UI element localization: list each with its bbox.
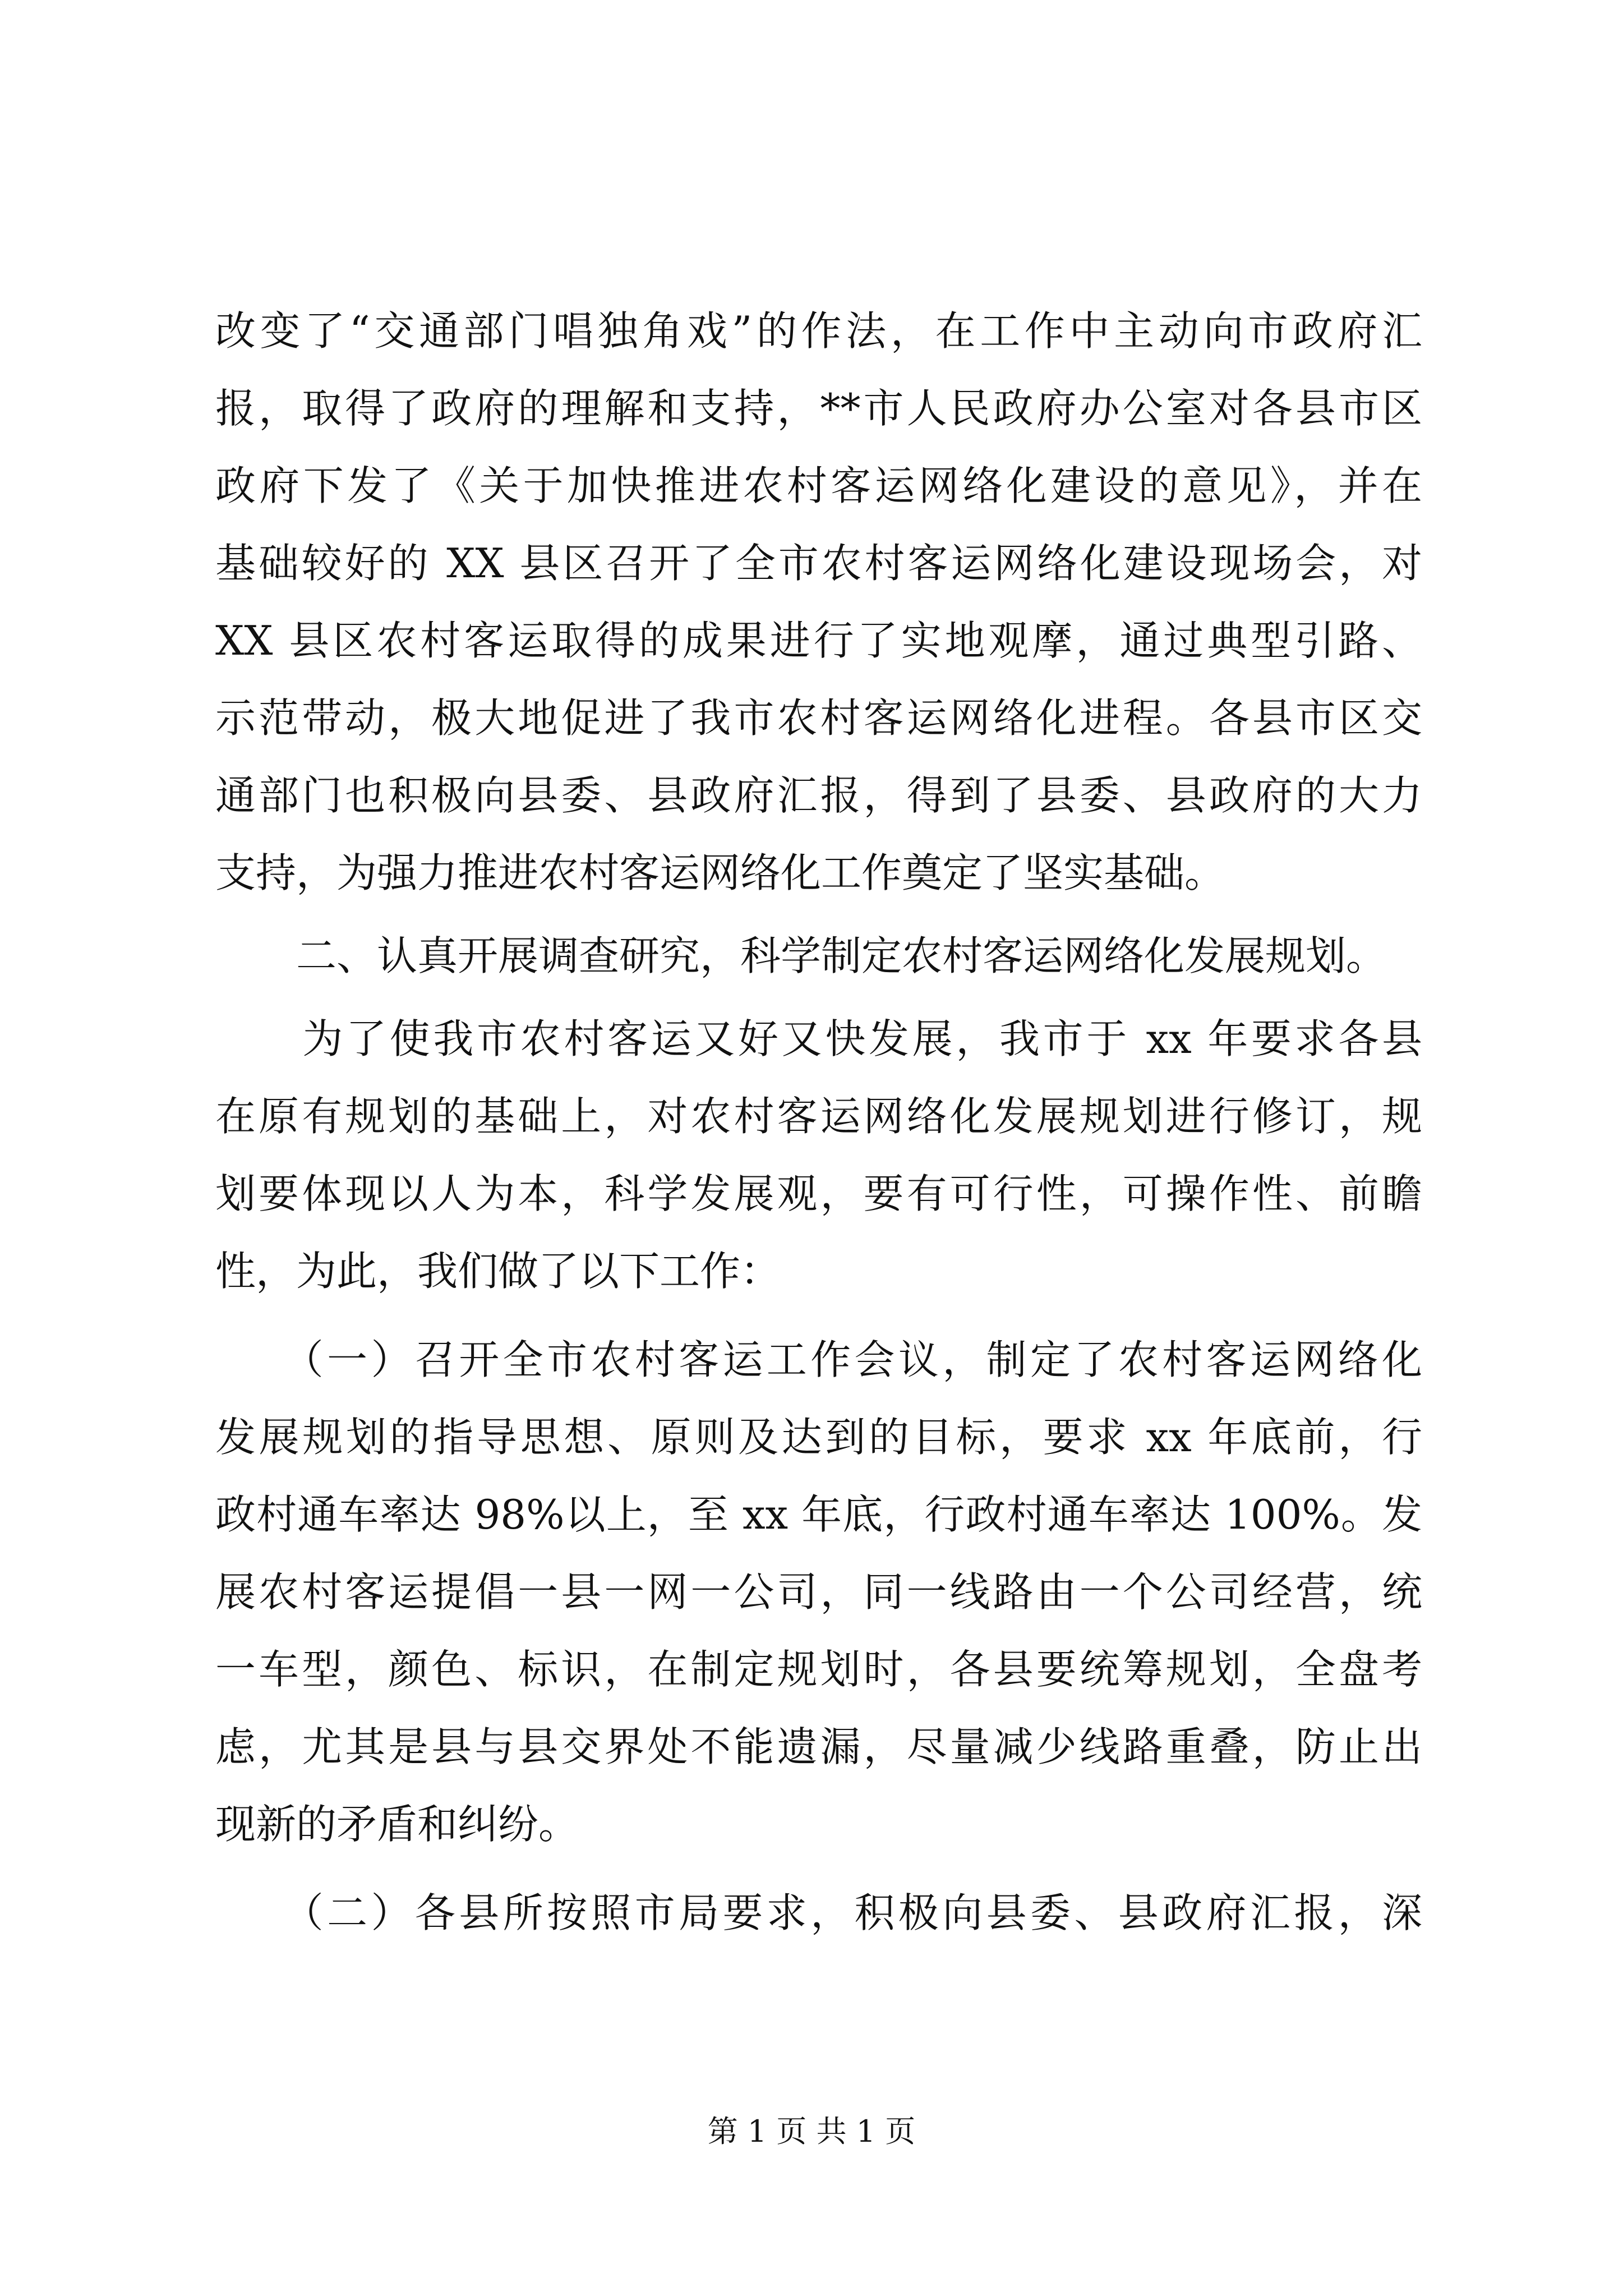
text-line: 划要体现以人为本，科学发展观，要有可行性，可操作性、前瞻: [215, 1170, 1422, 1217]
section-heading: 二、认真开展调查研究，科学制定农村客运网络化发展规划。: [215, 932, 1387, 979]
text-line: 性，为此，我们做了以下工作：: [215, 1248, 781, 1295]
paragraph-3: [215, 1000, 1422, 1310]
paragraph-1: [215, 292, 1422, 912]
text-line: 示范带动，极大地促进了我市农村客运网络化进程。各县市区交: [215, 694, 1422, 742]
text-line: （一）召开全市农村客运工作会议，制定了农村客运网络化: [215, 1336, 1422, 1383]
text-line: 基础较好的 XX 县区召开了全市农村客运网络化建设现场会，对: [215, 540, 1422, 587]
text-line: 现新的矛盾和纠纷。: [215, 1801, 579, 1848]
text-line: 虑，尤其是县与县交界处不能遗漏，尽量减少线路重叠，防止出: [215, 1723, 1422, 1770]
page-footer: 第 1 页 共 1 页: [707, 2114, 916, 2149]
text-line: 报，取得了政府的理解和支持，**市人民政府办公室对各县市区: [215, 385, 1422, 432]
paragraph-4: [215, 1321, 1422, 1863]
document-body: [215, 292, 1422, 1952]
text-line: 支持，为强力推进农村客运网络化工作奠定了坚实基础。: [215, 849, 1225, 896]
text-line: 为了使我市农村客运又好又快发展，我市于 xx 年要求各县: [215, 1015, 1422, 1062]
text-line: XX 县区农村客运取得的成果进行了实地观摩，通过典型引路、: [215, 617, 1422, 664]
text-line: 展农村客运提倡一县一网一公司，同一线路由一个公司经营，统: [215, 1568, 1422, 1616]
text-line: 通部门也积极向县委、县政府汇报，得到了县委、县政府的大力: [215, 772, 1422, 819]
text-line: 政府下发了《关于加快推进农村客运网络化建设的意见》，并在: [215, 462, 1422, 509]
text-line: （二）各县所按照市局要求，积极向县委、县政府汇报，深: [215, 1889, 1422, 1936]
text-line: 发展规划的指导思想、原则及达到的目标，要求 xx 年底前，行: [215, 1414, 1422, 1461]
paragraph-5: [215, 1874, 1422, 1952]
section-heading-2: [215, 917, 1422, 995]
text-line: 改变了“交通部门唱独角戏”的作法，在工作中主动向市政府汇: [215, 307, 1422, 355]
text-line: 一车型，颜色、标识，在制定规划时，各县要统筹规划，全盘考: [215, 1646, 1422, 1693]
text-line: 政村通车率达 98%以上，至 xx 年底，行政村通车率达 100%。发: [215, 1491, 1422, 1538]
text-line: 在原有规划的基础上，对农村客运网络化发展规划进行修订，规: [215, 1093, 1422, 1140]
